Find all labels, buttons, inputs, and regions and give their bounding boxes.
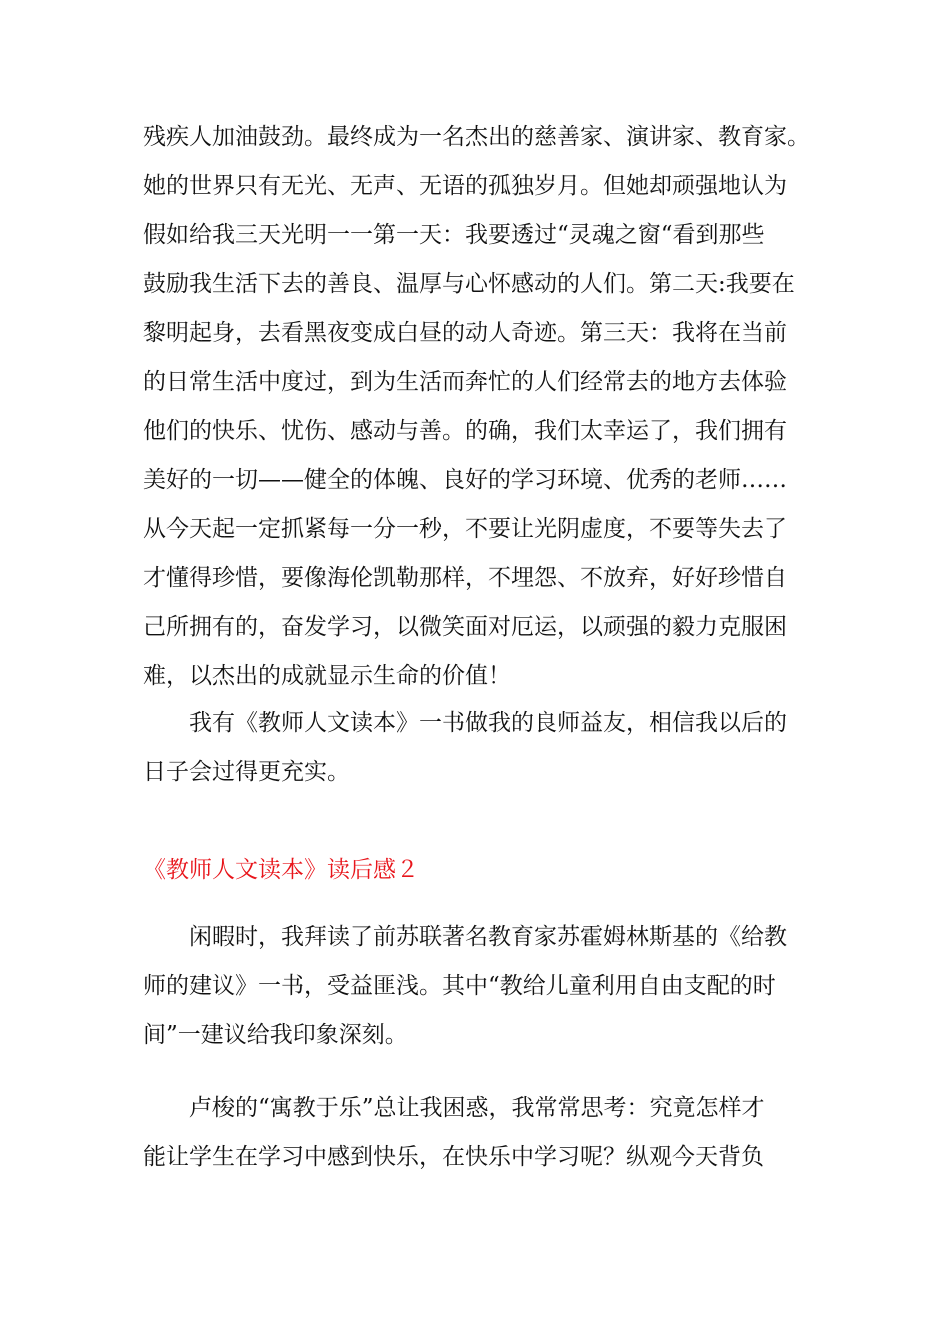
text-line: 日子会过得更充实。	[143, 759, 350, 785]
text-line: 假如给我三天光明一一第一天：我要透过“灵魂之窗“看到那些	[143, 222, 765, 248]
text-line: 鼓励我生活下去的善良、温厚与心怀感动的人们。第二天:我要在	[143, 271, 795, 297]
text-line: 的日常生活中度过，到为生活而奔忙的人们经常去的地方去体验	[143, 369, 787, 395]
paragraph-helen-keller	[143, 113, 823, 701]
text-line: 师的建议》一书，受益匪浅。其中“教给儿童利用自由支配的时	[143, 973, 776, 999]
text-line: 残疾人加油鼓劲。最终成为一名杰出的慈善家、演讲家、教育家。	[143, 124, 810, 150]
text-line: 她的世界只有无光、无声、无语的孤独岁月。但她却顽强地认为	[143, 173, 787, 199]
text-line: 难，以杰出的成就显示生命的价值！	[143, 663, 511, 689]
text-line: 从今天起一定抓紧每一分一秒，不要让光阴虚度，不要等失去了	[143, 516, 787, 542]
text-line: 黎明起身，去看黑夜变成白昼的动人奇迹。第三天：我将在当前	[143, 320, 787, 346]
paragraph-suggestions	[143, 913, 823, 1060]
paragraph-book-friend	[143, 699, 823, 797]
paragraph-rousseau	[143, 1084, 823, 1182]
text-line: 己所拥有的，奋发学习，以微笑面对厄运，以顽强的毅力克服困	[143, 614, 787, 640]
text-line: 我有《教师人文读本》一书做我的良师益友，相信我以后的	[143, 710, 787, 736]
text-line: 他们的快乐、忧伤、感动与善。的确，我们太幸运了，我们拥有	[143, 418, 787, 444]
text-line: 间”一建议给我印象深刻。	[143, 1022, 408, 1048]
section-heading: 《教师人文读本》读后感２	[143, 857, 419, 883]
text-line: 闲暇时，我拜读了前苏联著名教育家苏霍姆林斯基的《给教	[143, 924, 787, 950]
text-line: 卢梭的“寓教于乐”总让我困惑，我常常思考：究竟怎样才	[143, 1095, 765, 1121]
text-line: 能让学生在学习中感到快乐，在快乐中学习呢？纵观今天背负	[143, 1144, 764, 1170]
text-line: 美好的一切——健全的体魄、良好的学习环境、优秀的老师……	[143, 467, 787, 493]
text-line: 才懂得珍惜，要像海伦凯勒那样，不埋怨、不放弃，好好珍惜自	[143, 565, 787, 591]
